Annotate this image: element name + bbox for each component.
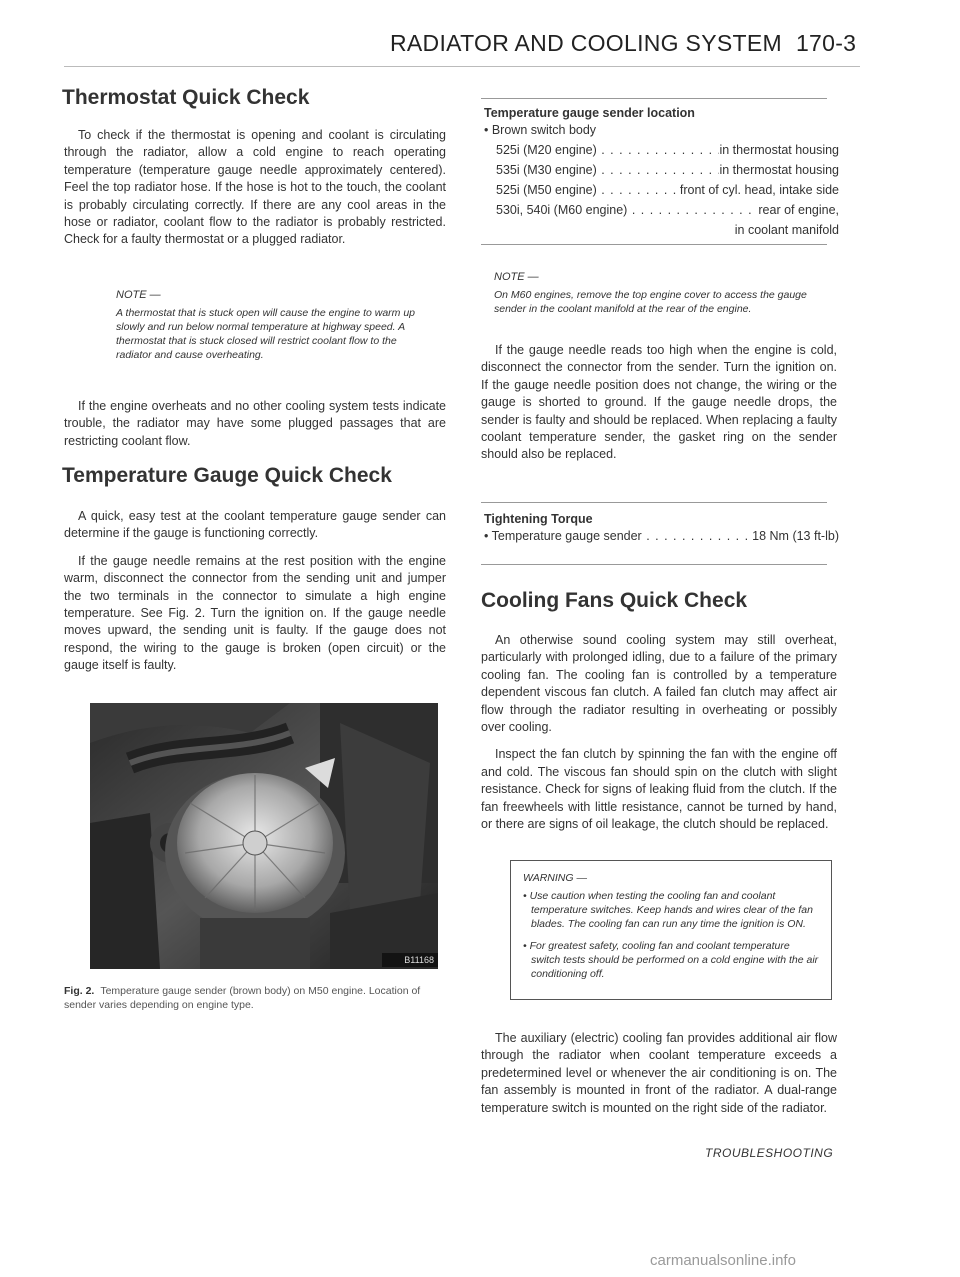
sender-row [496, 200, 839, 220]
sender-row [496, 180, 839, 200]
warning-item: • Use caution when testing the cooling fan and coolant temperature switches. Keep hands and wires clear of the fan blades. The cooling fan can run any time the ignition is ON. [523, 890, 813, 930]
temp-gauge-para-1: A quick, easy test at the coolant temperature gauge sender can determine if the gauge is functioning correctly. [64, 509, 446, 541]
figure-caption-text: Temperature gauge sender (brown body) on M50 engine. Location of sender varies depending on engine type. [64, 985, 421, 1011]
sender-location: front of cyl. head, intake side [679, 183, 839, 197]
warning-box [510, 860, 832, 1000]
cooling-fans-heading: Cooling Fans Quick Check [481, 589, 748, 612]
torque-box-top-rule [481, 502, 827, 503]
torque-item: • Temperature gauge sender . . . [484, 526, 752, 546]
aux-fan-para: The auxiliary (electric) cooling fan provides additional air flow through the radiator when coolant temperature exceeds a predetermined level or whenever the air conditioning is on. The fan assembly is mounted in front of the radiator. A dual-range temperature switch is mounted on the right side of the radiator. [481, 1031, 837, 1115]
sender-model: 535i (M30 engine) . . . [496, 160, 719, 180]
torque-box [484, 512, 839, 546]
running-header [390, 30, 860, 57]
gauge-high-para: If the gauge needle reads too high when the engine is cold, disconnect the connector from the sender. Turn the ignition on. If the gauge needle position does not change, the wiring or the gauge is shorted to ground. If the gauge needle drops, the sender is faulty and should be replaced. When replacing a faulty coolant temperature sender, the gasket ring on the sender should also be replaced. [481, 343, 837, 462]
page-number: 170-3 [795, 30, 857, 56]
torque-value: 18 Nm (13 ft-lb) [752, 529, 839, 543]
sender-location-box [484, 106, 839, 240]
header-rule [64, 66, 860, 67]
warning-label: WARNING — [523, 872, 587, 884]
engine-photo-graphic [90, 703, 438, 969]
sender-spec-list [484, 120, 839, 240]
m60-note [494, 270, 824, 316]
figure-code: B11168 [404, 955, 434, 965]
figure-label: Fig. 2. [64, 985, 95, 997]
sender-bullet: • Brown switch body [484, 123, 597, 137]
torque-spec [484, 526, 839, 546]
thermostat-heading: Thermostat Quick Check [62, 86, 310, 109]
thermostat-paragraph-2 [64, 398, 446, 450]
note2-text: On M60 engines, remove the top engine cover to access the gauge sender in the coolant manifold at the rear of the engine. [494, 289, 807, 315]
sender-box-bottom-rule [481, 244, 827, 245]
header-title: RADIATOR AND COOLING SYSTEM [390, 30, 782, 56]
torque-row [484, 526, 839, 546]
thermostat-paragraph [64, 127, 446, 249]
sender-row [496, 140, 839, 160]
sender-box-title: Temperature gauge sender location [484, 106, 695, 120]
figure-caption [64, 984, 444, 1012]
sender-last-line: in coolant manifold [734, 223, 839, 237]
torque-box-bottom-rule [481, 564, 827, 565]
sender-model: 525i (M50 engine) . . . [496, 180, 680, 200]
temp-gauge-para-2: If the gauge needle remains at the rest position with the engine warm, disconnect the connector from the sending unit and jumper the two terminals in the connector to simulate a high engine temperature. See Fig. 2. Turn the ignition on. If the gauge needle moves upward, the sending unit is faulty. If the gauge does not respond, the wiring to the gauge is broken (open circuit) or the gauge itself is faulty. [64, 553, 446, 673]
aux-fan-paragraph [481, 1030, 837, 1117]
thermostat-para-2: If the engine overheats and no other cooling system tests indicate trouble, the radiator may have some plugged passages that are restricting coolant flow. [64, 399, 446, 448]
sender-location: in thermostat housing [719, 163, 839, 177]
sender-model: 525i (M20 engine) . . . [496, 140, 719, 160]
fans-para-1: An otherwise sound cooling system may still overheat, particularly with prolonged idling, due to a failure of the primary cooling fan. The cooling fan is controlled by a temperature dependent viscous fan clutch. A failed fan clutch may affect air flow through the radiator resulting in overheating or possibly over cooling. [481, 633, 837, 735]
warning-item: • For greatest safety, cooling fan and coolant temperature switch tests should be performed on a cold engine with the air conditioning off. [523, 940, 819, 980]
fans-para-2: Inspect the fan clutch by spinning the fan with the engine off and cold. The viscous fan should spin on the clutch with slight resistance. Check for signs of leaking fluid from the clutch. If the fan freewheels with little resistance, cannot be turned by hand, or there are signs of oil leakage, the clutch should be replaced. [481, 747, 837, 832]
note-label: NOTE — [116, 289, 161, 301]
temp-gauge-text [64, 508, 446, 675]
temp-gauge-heading: Temperature Gauge Quick Check [62, 464, 392, 487]
note2-label: NOTE — [494, 271, 539, 283]
section-footer: TROUBLESHOOTING [705, 1146, 834, 1160]
warning-list [523, 889, 819, 981]
engine-photo [90, 703, 438, 969]
sender-row [496, 160, 839, 180]
note-text: A thermostat that is stuck open will cause the engine to warm up slowly and run below normal temperature at highway speed. A thermostat that is stuck closed will restrict coolant flow to the radiator and cause overheating. [116, 307, 416, 361]
sender-location: in thermostat housing [719, 143, 839, 157]
site-watermark: carmanualsonline.info [650, 1252, 796, 1269]
sender-location: rear of engine, [758, 203, 839, 217]
thermostat-para-1: To check if the thermostat is opening and coolant is circulating through the radiator, allow a cold engine to reach operating temperature (temperature gauge needle approximately centered). Feel the top radiator hose. If the hose is hot to the touch, the coolant is probably circulating correctly. If there are any cool areas in the hose or radiator, coolant flow to the radiator is probably restricted. Check for a faulty thermostat or a plugged radiator. [64, 128, 446, 247]
sender-model: 530i, 540i (M60 engine) . . . [496, 200, 758, 220]
fans-text [481, 632, 837, 833]
torque-title: Tightening Torque [484, 512, 593, 526]
sender-box-top-rule [481, 98, 827, 99]
gauge-high-paragraph [481, 342, 837, 464]
thermostat-note [116, 288, 416, 362]
